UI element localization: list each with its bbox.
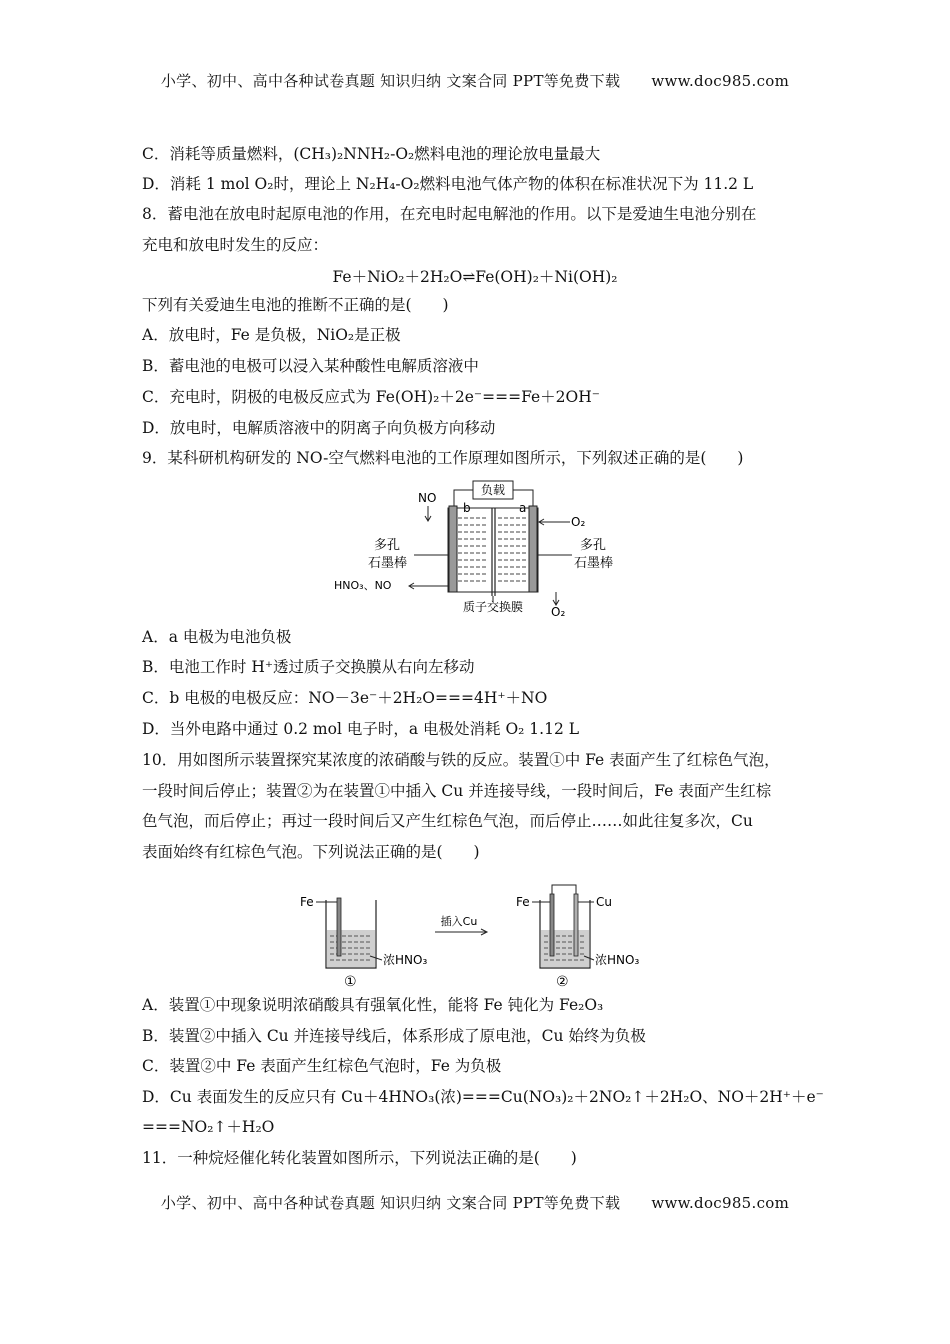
- connecting-wire: [552, 885, 576, 894]
- electrode-a-label: a: [519, 501, 527, 515]
- q10-option-d-line2: ===NO₂↑＋H₂O: [142, 1118, 275, 1136]
- q8-question: 下列有关爱迪生电池的推断不正确的是( ): [142, 296, 449, 314]
- header-title: 小学、初中、高中各种试卷真题 知识归纳 文案合同 PPT等免费下载: [160, 72, 621, 90]
- q10-stem-line2: 一段时间后停止；装置②为在装置①中插入 Cu 并连接导线，一段时间后，Fe 表面产生红棕: [142, 782, 772, 800]
- o2-inlet-label: O₂: [571, 515, 586, 529]
- q10-stem-line4: 表面始终有红棕色气泡。下列说法正确的是( ): [142, 843, 480, 861]
- acid-label-2: 浓HNO₃: [595, 953, 640, 967]
- fe-label-2: Fe: [516, 895, 530, 909]
- q10-option-a: A．装置①中现象说明浓硝酸具有强氧化性，能将 Fe 钝化为 Fe₂O₃: [142, 996, 604, 1014]
- left-electrode-label-2: 石墨棒: [368, 556, 408, 571]
- q9-option-c: C．b 电极的电极反应：NO－3e⁻＋2H₂O===4H⁺＋NO: [142, 689, 548, 707]
- q8-equation: Fe＋NiO₂＋2H₂O⇌Fe(OH)₂＋Ni(OH)₂: [332, 268, 618, 286]
- beaker-2: [540, 885, 590, 968]
- apparatus-number-1: ①: [344, 974, 357, 990]
- q8-option-d: D．放电时，电解质溶液中的阴离子向负极方向移动: [142, 419, 496, 437]
- q8-option-a: A．放电时，Fe 是负极，NiO₂是正极: [142, 326, 401, 344]
- q10-option-d-line1: D．Cu 表面发生的反应只有 Cu＋4HNO₃(浓)===Cu(NO₃)₂＋2NO₂↑＋2H₂O、NO＋2H⁺＋e⁻: [142, 1088, 824, 1106]
- cu-rod: [574, 894, 578, 956]
- beaker-1: [326, 898, 376, 968]
- header-site: www.doc985.com: [651, 72, 790, 90]
- footer-title: 小学、初中、高中各种试卷真题 知识归纳 文案合同 PPT等免费下载: [160, 1194, 621, 1212]
- page-header: [0, 70, 950, 91]
- o2-outlet-label: O₂: [551, 605, 566, 618]
- electrode-a: [529, 506, 537, 592]
- q10-option-b: B．装置②中插入 Cu 并连接导线后，体系形成了原电池，Cu 始终为负极: [142, 1027, 646, 1045]
- q9-option-d: D．当外电路中通过 0.2 mol 电子时，a 电极处消耗 O₂ 1.12 L: [142, 720, 580, 738]
- q10-stem-line3: 色气泡，而后停止；再过一段时间后又产生红棕色气泡，而后停止……如此往复多次，Cu: [142, 812, 753, 830]
- membrane-label: 质子交换膜: [462, 600, 524, 614]
- acid-label-1: 浓HNO₃: [383, 953, 428, 967]
- fe-label-1: Fe: [300, 895, 314, 909]
- q8-stem-line2: 充电和放电时发生的反应：: [142, 236, 329, 254]
- q7-option-c: C．消耗等质量燃料，(CH₃)₂NNH₂-O₂燃料电池的理论放电量最大: [142, 145, 601, 163]
- q8-option-b: B．蓄电池的电极可以浸入某种酸性电解质溶液中: [142, 357, 479, 375]
- q9-option-b: B．电池工作时 H⁺透过质子交换膜从右向左移动: [142, 658, 475, 676]
- q10-option-c: C．装置②中 Fe 表面产生红棕色气泡时，Fe 为负极: [142, 1057, 502, 1075]
- q11-stem: 11．一种烷烃催化转化装置如图所示，下列说法正确的是( ): [142, 1149, 577, 1167]
- q9-stem: 9．某科研机构研发的 NO-空气燃料电池的工作原理如图所示，下列叙述正确的是( ): [142, 449, 744, 467]
- right-electrode-label-1: 多孔: [580, 538, 607, 553]
- fe-rod-1: [337, 898, 341, 956]
- cell-container: [448, 508, 538, 592]
- left-outlet-label: HNO₃、NO: [334, 579, 392, 592]
- footer-site: www.doc985.com: [651, 1194, 790, 1212]
- electrode-b: [449, 506, 457, 592]
- q8-option-c: C．充电时，阴极的电极反应式为 Fe(OH)₂＋2e⁻===Fe＋2OH⁻: [142, 388, 600, 406]
- fuel-cell-diagram: [330, 478, 620, 618]
- no-inlet-label: NO: [418, 491, 437, 505]
- q8-stem-line1: 8．蓄电池在放电时起原电池的作用，在充电时起电解池的作用。以下是爱迪生电池分别在: [142, 205, 757, 223]
- cu-label: Cu: [596, 895, 612, 909]
- page-footer: [0, 1192, 950, 1213]
- load-label: 负载: [480, 483, 506, 497]
- insert-cu-label: 插入Cu: [440, 915, 478, 928]
- electrode-b-label: b: [463, 501, 471, 515]
- left-electrode-label-1: 多孔: [374, 538, 401, 553]
- q7-option-d: D．消耗 1 mol O₂时，理论上 N₂H₄-O₂燃料电池气体产物的体积在标准状况下为 11.2 L: [142, 175, 754, 193]
- fe-rod-2: [550, 894, 554, 956]
- q10-stem-line1: 10．用如图所示装置探究某浓度的浓硝酸与铁的反应。装置①中 Fe 表面产生了红棕色气泡，: [142, 751, 780, 769]
- nitric-acid-apparatus: [290, 880, 670, 990]
- right-electrode-label-2: 石墨棒: [574, 556, 614, 571]
- apparatus-number-2: ②: [556, 974, 569, 990]
- q9-option-a: A．a 电极为电池负极: [142, 628, 292, 646]
